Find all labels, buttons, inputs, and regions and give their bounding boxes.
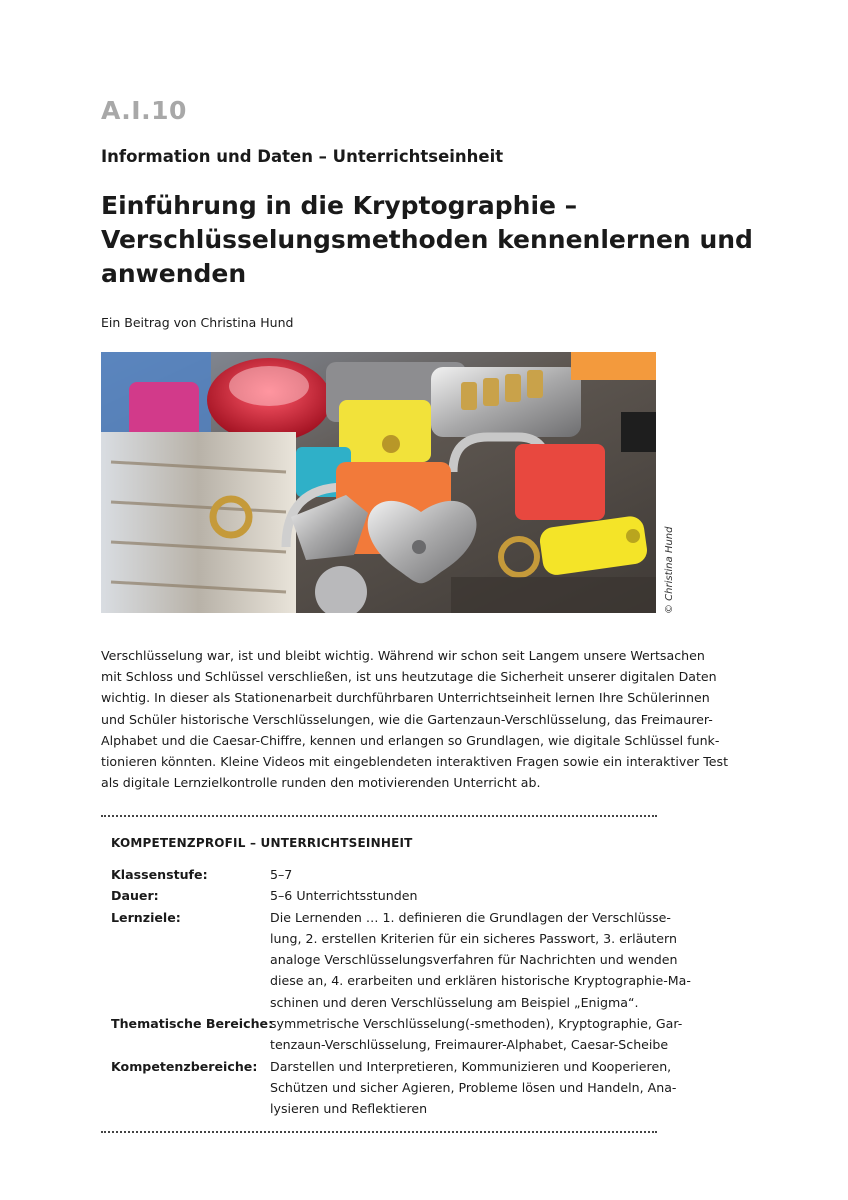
title-line: Einführung in die Kryptographie – (101, 191, 578, 220)
profile-value-line: 5–6 Unterrichtsstunden (270, 888, 418, 904)
divider-top (101, 815, 657, 817)
profile-value (270, 907, 691, 1013)
profile-value (270, 885, 650, 906)
profile-value-line: Schützen und sicher Agieren, Probleme lösen und Handeln, Ana- (270, 1079, 677, 1095)
intro-line (101, 645, 705, 666)
profile-label: Klassenstufe: (111, 867, 208, 882)
profile-label: Thematische Bereiche: (111, 1016, 274, 1032)
intro-line-text: Verschlüsselung war, ist und bleibt wichtig. Während wir schon seit Langem unsere Wertsachen (101, 648, 705, 663)
profile-value-line: tenzaun-Verschlüsselung, Freimaurer-Alphabet, Caesar-Scheibe (270, 1037, 669, 1053)
intro-line (101, 666, 717, 687)
page-title (101, 189, 753, 291)
profile-value-line: diese an, 4. erarbeiten und erklären historische Kryptographie-Ma- (270, 973, 691, 989)
profile-value-line: schinen und deren Verschlüsselung am Beispiel „Enigma“. (270, 994, 639, 1010)
competence-profile-heading: KOMPETENZPROFIL – UNTERRICHTSEINHEIT (111, 836, 413, 850)
intro-line (101, 730, 720, 751)
profile-value (270, 864, 650, 885)
profile-row-competences (111, 1056, 677, 1120)
profile-label: Lernziele: (111, 909, 181, 925)
profile-value-line: Die Lernenden … 1. definieren die Grundlagen der Verschlüsse- (270, 909, 671, 925)
profile-value-line: symmetrische Verschlüsselung(-smethoden), Kryptographie, Gar- (270, 1016, 683, 1032)
intro-line-text: tionieren könnten. Kleine Videos mit eingeblendeten interaktiven Fragen sowie ein interaktiver Test (101, 754, 729, 770)
padlocks-photo (101, 352, 656, 613)
intro-line: als digitale Lernzielkontrolle runden den motivierenden Unterricht ab. (101, 775, 541, 791)
intro-line-text: Alphabet und die Caesar-Chiffre, kennen und erlangen so Grundlagen, wie digitale Schlüssel funk- (101, 732, 720, 748)
intro-line (101, 709, 713, 730)
profile-value-line: analoge Verschlüsselungsverfahren für Nachrichten und wenden (270, 952, 678, 968)
profile-value-line: Darstellen und Interpretieren, Kommunizieren und Kooperieren, (270, 1058, 672, 1074)
profile-value (270, 1056, 677, 1120)
profile-label: Dauer: (111, 888, 159, 904)
padlocks-illustration (101, 352, 656, 613)
intro-line (101, 751, 729, 772)
title-line: Verschlüsselungsmethoden kennenlernen und (101, 225, 753, 254)
intro-line-text: wichtig. In dieser als Stationenarbeit durchführbaren Unterrichtseinheit lernen Ihre Schülerinnen (101, 690, 710, 706)
intro-line (101, 687, 710, 708)
title-line: anwenden (101, 259, 247, 288)
unit-subtitle: Information und Daten – Unterrichtseinheit (101, 147, 504, 166)
profile-row-learning-goals (111, 907, 691, 1013)
profile-value-line: lysieren und Reflektieren (270, 1101, 428, 1117)
intro-line-text: und Schüler historische Verschlüsselungen, wie die Gartenzaun-Verschlüsselung, das Freimaurer- (101, 711, 713, 727)
profile-row-grade (111, 864, 656, 885)
author-byline: Ein Beitrag von Christina Hund (101, 315, 294, 330)
divider-bottom (101, 1131, 657, 1133)
unit-code: A.I.10 (101, 96, 187, 125)
intro-paragraph (101, 645, 729, 793)
competence-profile-table (111, 864, 691, 1120)
intro-line-text: mit Schloss und Schlüssel verschließen, ist uns heutzutage die Sicherheit unserer digitalen Daten (101, 669, 717, 685)
profile-value-line: lung, 2. erstellen Kriterien für ein sicheres Passwort, 3. erläutern (270, 930, 677, 946)
profile-label: Kompetenzbereiche: (111, 1058, 258, 1074)
profile-value (270, 1013, 683, 1056)
profile-row-duration (111, 885, 656, 906)
profile-row-topics (111, 1013, 683, 1056)
profile-value-line: 5–7 (270, 867, 293, 882)
photo-credit: © Christina Hund (664, 526, 675, 614)
